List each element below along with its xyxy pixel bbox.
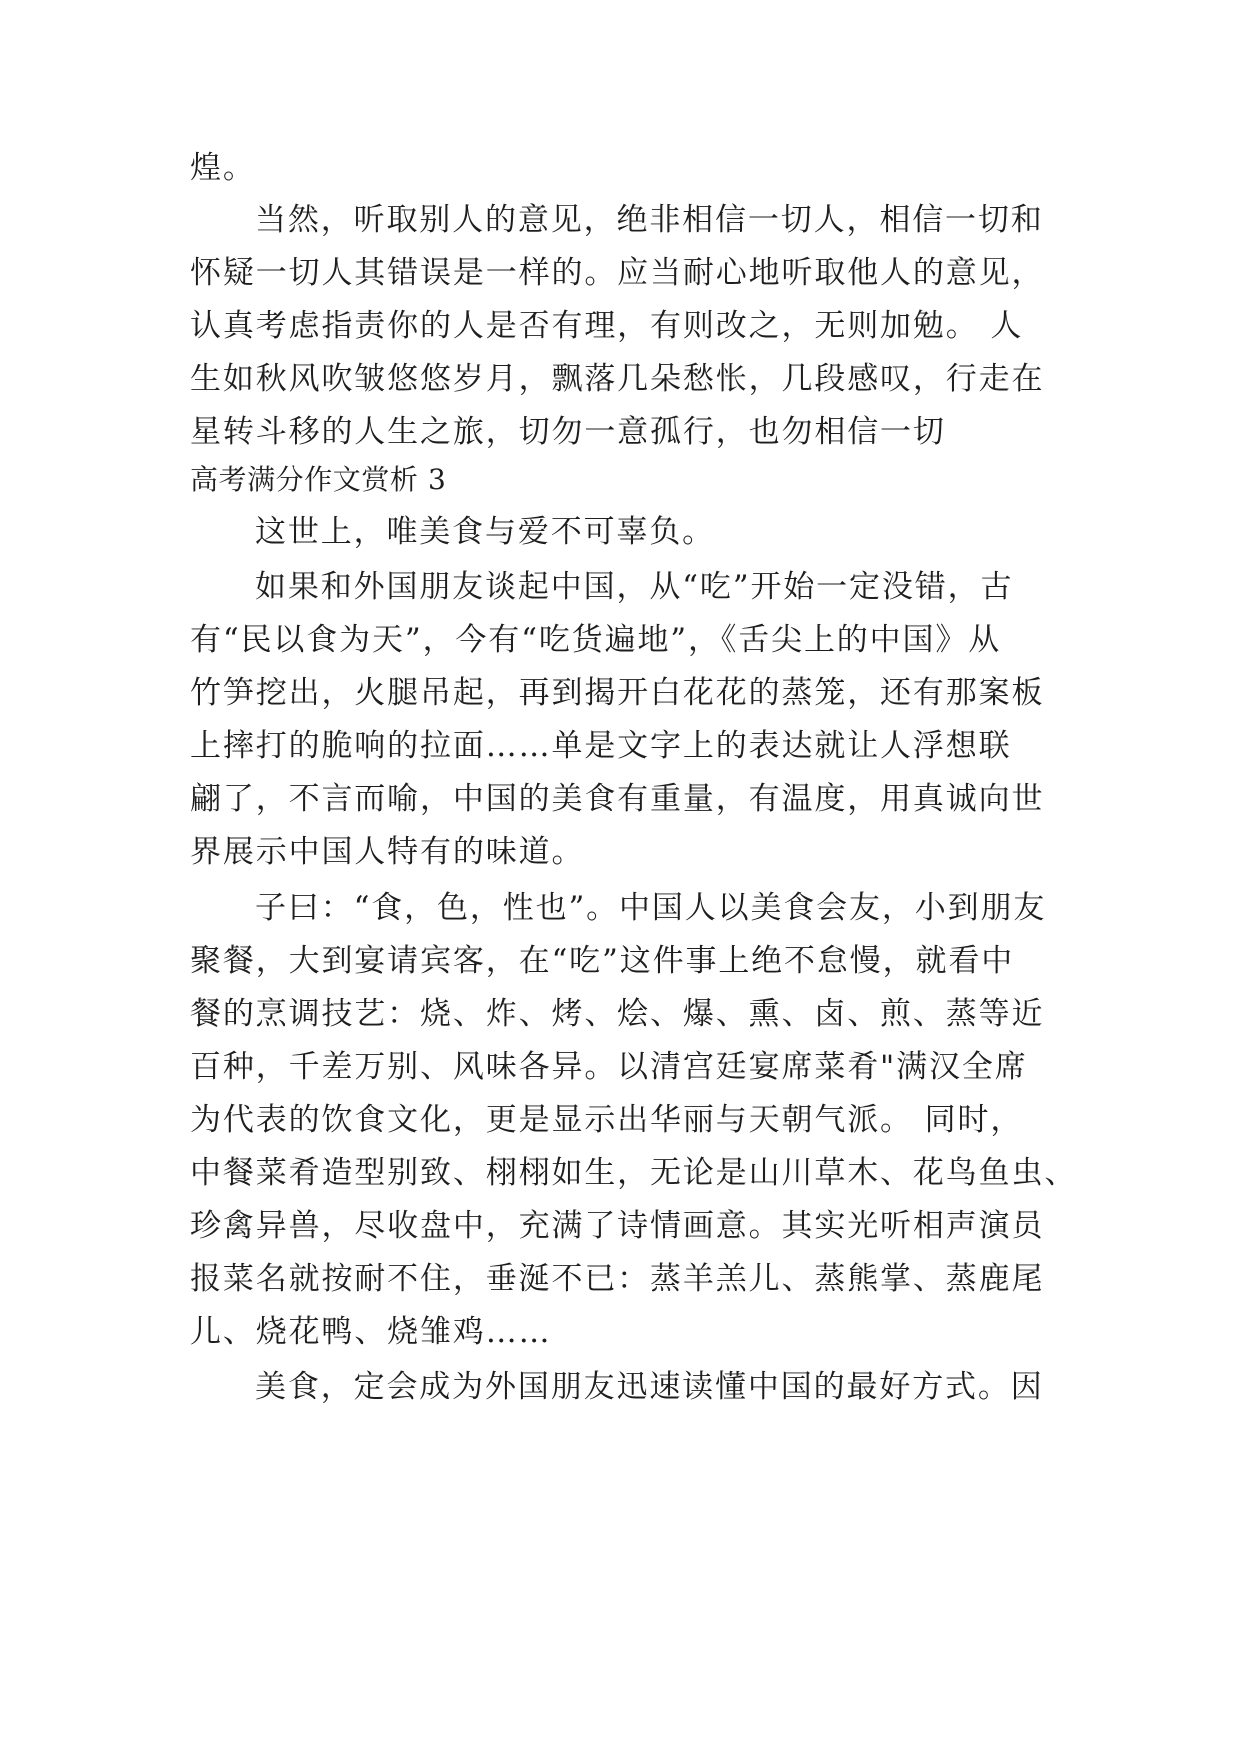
paragraph-line: 星转斗移的人生之旅，切勿一意孤行，也勿相信一切	[190, 414, 946, 450]
section-title: 高考满分作文赏析 3	[190, 463, 447, 496]
paragraph-line: 认真考虑指责你的人是否有理，有则改之，无则加勉。 人	[190, 308, 1024, 344]
paragraph-line: 竹笋挖出，火腿吊起，再到揭开白花花的蒸笼，还有那案板	[190, 675, 1045, 711]
paragraph-line: 如果和外国朋友谈起中国，从“吃”开始一定没错，古	[255, 569, 1014, 605]
paragraph-line: 报菜名就按耐不住，垂涎不已：蒸羊羔儿、蒸熊掌、蒸鹿尾	[190, 1261, 1045, 1297]
paragraph-line: 珍禽异兽，尽收盘中，充满了诗情画意。其实光听相声演员	[190, 1208, 1045, 1244]
paragraph-line: 翩了，不言而喻，中国的美食有重量，有温度，用真诚向世	[190, 781, 1045, 817]
paragraph-line: 煌。	[190, 150, 256, 186]
paragraph-line: 这世上，唯美食与爱不可辜负。	[255, 514, 716, 550]
paragraph-line: 子曰：“食，色，性也”。中国人以美食会友，小到朋友	[255, 890, 1047, 926]
paragraph-line: 百种，千差万别、风味各异。以清宫廷宴席菜肴"满汉全席	[190, 1049, 1028, 1085]
paragraph-line: 界展示中国人特有的味道。	[190, 834, 585, 870]
paragraph-line: 生如秋风吹皱悠悠岁月，飘落几朵愁怅，几段感叹，行走在	[190, 361, 1045, 397]
paragraph-line: 美食，定会成为外国朋友迅速读懂中国的最好方式。因	[255, 1369, 1044, 1405]
paragraph-line: 为代表的饮食文化，更是显示出华丽与天朝气派。 同时，	[190, 1102, 1024, 1138]
paragraph-line: 中餐菜肴造型别致、栩栩如生，无论是山川草木、花鸟鱼虫、	[190, 1155, 1078, 1191]
paragraph-line: 儿、烧花鸭、烧雏鸡……	[190, 1314, 552, 1350]
paragraph-line: 聚餐，大到宴请宾客，在“吃”这件事上绝不怠慢，就看中	[190, 943, 1015, 979]
paragraph-line: 怀疑一切人其错误是一样的。应当耐心地听取他人的意见，	[190, 255, 1045, 291]
paragraph-line: 餐的烹调技艺：烧、炸、烤、烩、爆、熏、卤、煎、蒸等近	[190, 996, 1045, 1032]
paragraph-line: 上摔打的脆响的拉面……单是文字上的表达就让人浮想联	[190, 728, 1012, 764]
paragraph-line: 当然，听取别人的意见，绝非相信一切人，相信一切和	[255, 202, 1044, 238]
paragraph-line: 有“民以食为天”，今有“吃货遍地”，《舌尖上的中国》从	[190, 622, 1002, 658]
